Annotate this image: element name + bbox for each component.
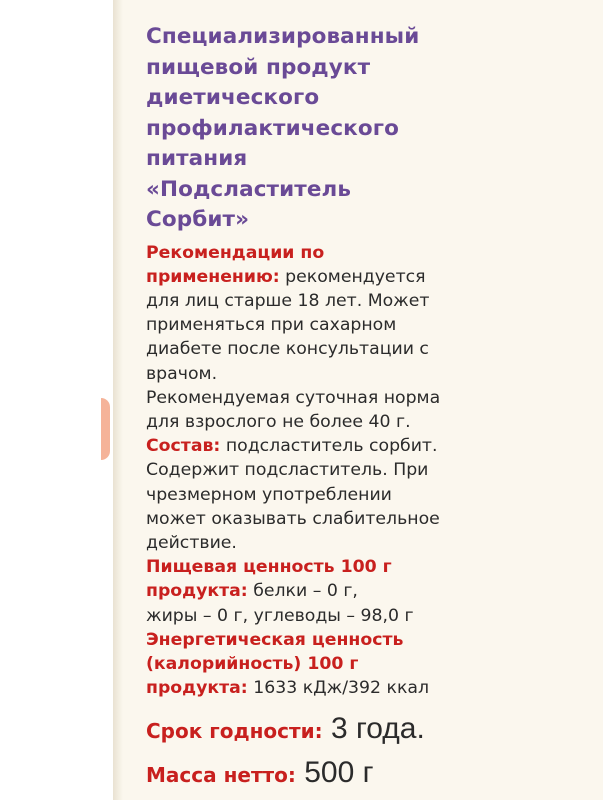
recommendations-line — [146, 265, 598, 289]
title-line: диетического — [146, 85, 320, 110]
daily-norm-line: для взрослого не более 40 г. — [146, 411, 411, 432]
composition-line: может оказывать слабительное — [146, 508, 440, 529]
energy-label: Энергетическая ценность — [146, 629, 404, 650]
shelf-life-label: Срок годности: — [146, 719, 323, 743]
title-line: Специализированный — [146, 24, 420, 49]
nutrition-label: продукта: — [146, 581, 248, 602]
recommendations-heading — [146, 241, 598, 265]
panel-fold-edge — [113, 0, 123, 800]
shelf-life-row — [146, 712, 425, 746]
composition-line: Содержит подсластитель. При — [146, 460, 429, 481]
title-line: питания — [146, 146, 248, 171]
decorative-orange-mark — [101, 398, 110, 460]
energy-heading — [146, 628, 598, 652]
nutrition-line — [146, 579, 598, 603]
energy-line — [146, 676, 598, 700]
title-line: профилактического — [146, 115, 399, 141]
recommendations-line: применяться при сахарном — [146, 315, 397, 336]
energy-heading — [146, 652, 598, 676]
product-title — [146, 22, 598, 236]
nutrition-heading — [146, 555, 598, 579]
energy-text: 1633 кДж/392 ккал — [247, 678, 430, 699]
recommendations-line: диабете после консультации с — [146, 339, 429, 360]
recommendations-line: врачом. — [146, 363, 218, 384]
product-info — [146, 241, 598, 701]
net-weight-value: 500 г — [295, 756, 374, 789]
composition-label: Состав: — [146, 436, 221, 457]
label-content — [146, 22, 598, 700]
title-line: «Подсластитель — [146, 176, 352, 202]
nutrition-label: Пищевая ценность 100 г — [146, 557, 392, 578]
recommendations-text: рекомендуется — [279, 266, 426, 287]
title-line: пищевой продукт — [146, 54, 371, 80]
energy-label: (калорийность) 100 г — [146, 653, 359, 674]
energy-label: продукта: — [146, 678, 248, 699]
nutrition-text: белки – 0 г, — [247, 581, 358, 602]
shelf-life-value: 3 года. — [322, 712, 425, 745]
net-weight-label: Масса нетто: — [146, 763, 296, 787]
composition-line — [146, 434, 598, 458]
daily-norm-line: Рекомендуемая суточная норма — [146, 387, 441, 408]
recommendations-label: Рекомендации по — [146, 242, 325, 263]
nutrition-line: жиры – 0 г, углеводы – 98,0 г — [146, 605, 414, 626]
title-line: Сорбит» — [146, 207, 250, 232]
composition-line: чрезмерном употреблении — [146, 484, 392, 505]
composition-text: подсластитель сорбит. — [220, 436, 438, 457]
recommendations-label: применению: — [146, 266, 280, 287]
net-weight-row — [146, 756, 374, 790]
composition-line: действие. — [146, 532, 237, 553]
recommendations-line: для лиц старше 18 лет. Может — [146, 290, 430, 311]
